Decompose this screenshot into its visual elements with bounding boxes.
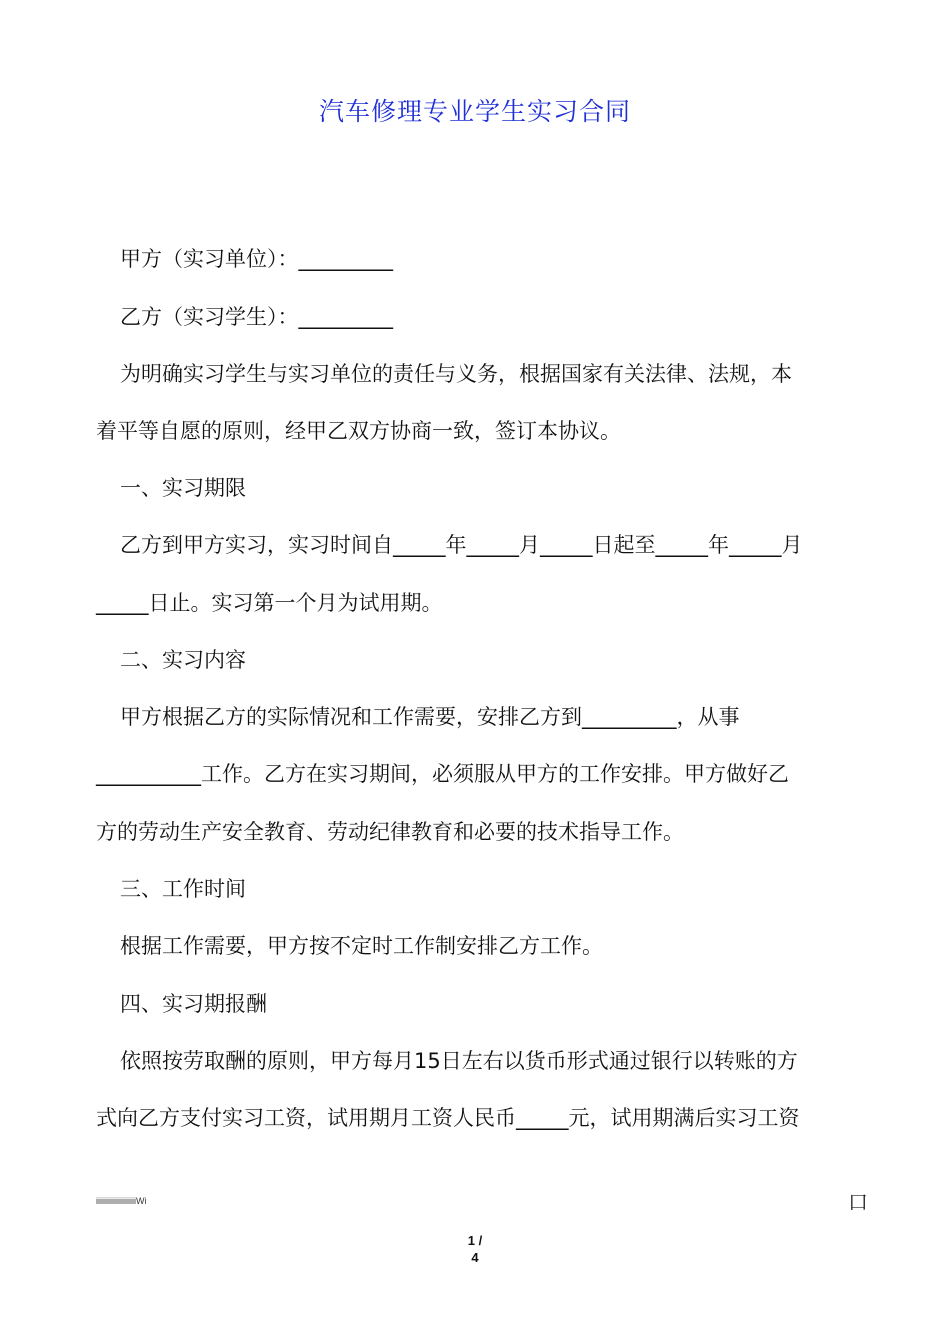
section-heading-1: 一、实习期限 <box>120 476 246 500</box>
party-a-line: 甲方（实习单位）：_________ <box>120 247 393 271</box>
section-2-line-1: 甲方根据乙方的实际情况和工作需要，安排乙方到_________，从事 <box>120 705 740 729</box>
document-title: 汽车修理专业学生实习合同 <box>318 97 631 126</box>
section-heading-4: 四、实习期报酬 <box>120 992 267 1016</box>
section-2-line-2: __________工作。乙方在实习期间，必须服从甲方的工作安排。甲方做好乙 <box>96 762 789 786</box>
corner-box-glyph: 口 <box>848 1190 868 1214</box>
footer-mark: iiiiiiiiiiiiiiiiiiiiWi <box>96 1196 147 1206</box>
section-1-line-1: 乙方到甲方实习，实习时间自_____年_____月_____日起至_____年_____月 <box>120 533 803 557</box>
section-heading-2: 二、实习内容 <box>120 648 246 672</box>
section-4-line-2: 式向乙方支付实习工资，试用期月工资人民币_____元，试用期满后实习工资 <box>96 1106 800 1130</box>
section-4-line-1: 依照按劳取酬的原则，甲方每月15日左右以货币形式通过银行以转账的方 <box>120 1049 798 1073</box>
page-number-total: 4 <box>471 1250 479 1265</box>
page-number-current: 1 / <box>467 1233 483 1248</box>
preamble-line-1: 为明确实习学生与实习单位的责任与义务，根据国家有关法律、法规，本 <box>120 362 792 386</box>
party-b-line: 乙方（实习学生）：_________ <box>120 305 393 329</box>
page-number <box>0 1232 950 1266</box>
section-1-line-2: _____日止。实习第一个月为试用期。 <box>96 591 443 615</box>
preamble-line-2: 着平等自愿的原则，经甲乙双方协商一致，签订本协议。 <box>96 419 621 443</box>
section-heading-3: 三、工作时间 <box>120 877 246 901</box>
section-2-line-3: 方的劳动生产安全教育、劳动纪律教育和必要的技术指导工作。 <box>96 820 684 844</box>
section-3-line-1: 根据工作需要，甲方按不定时工作制安排乙方工作。 <box>120 934 603 958</box>
